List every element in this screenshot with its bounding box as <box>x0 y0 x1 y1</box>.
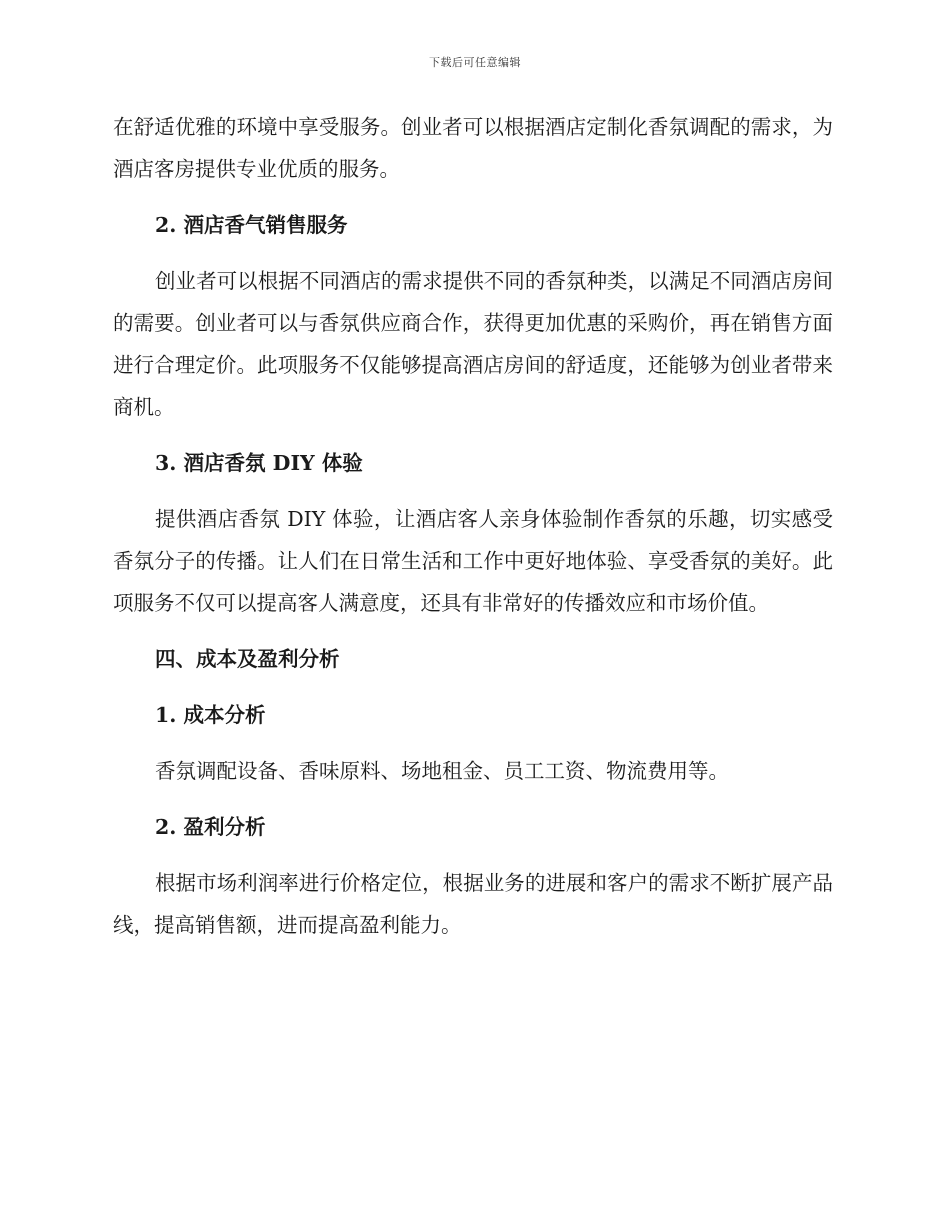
document-body <box>113 106 833 960</box>
paragraph-cost-analysis: 香氛调配设备、香味原料、场地租金、员工工资、物流费用等。 <box>155 759 729 783</box>
paragraph-fragrance-sales: 创业者可以根据不同酒店的需求提供不同的香氛种类，以满足不同酒店房间的需要。创业者可以与香氛供应商合作，获得更加优惠的采购价，再在销售方面进行合理定价。此项服务不仅能够提高酒店房间的舒适度，还能够为创业者带来商机。 <box>113 269 833 419</box>
heading-profit-analysis: 2. 盈利分析 <box>155 815 266 839</box>
heading-cost-profit-analysis: 四、成本及盈利分析 <box>155 647 340 671</box>
paragraph-profit-analysis: 根据市场利润率进行价格定位，根据业务的进展和客户的需求不断扩展产品线，提高销售额，进而提高盈利能力。 <box>113 871 833 937</box>
heading-cost-analysis: 1. 成本分析 <box>155 703 266 727</box>
heading-fragrance-sales: 2. 酒店香气销售服务 <box>155 213 348 237</box>
paragraph-diy-experience: 提供酒店香氛 DIY 体验，让酒店客人亲身体验制作香氛的乐趣，切实感受香氛分子的传播。让人们在日常生活和工作中更好地体验、享受香氛的美好。此项服务不仅可以提高客人满意度，还具有非常好的传播效应和市场价值。 <box>113 507 833 615</box>
heading-diy-experience: 3. 酒店香氛 DIY 体验 <box>155 451 363 475</box>
page-header: 下载后可任意编辑 <box>429 56 521 69</box>
paragraph-hotel-service-intro: 在舒适优雅的环境中享受服务。创业者可以根据酒店定制化香氛调配的需求，为酒店客房提供专业优质的服务。 <box>113 115 833 181</box>
